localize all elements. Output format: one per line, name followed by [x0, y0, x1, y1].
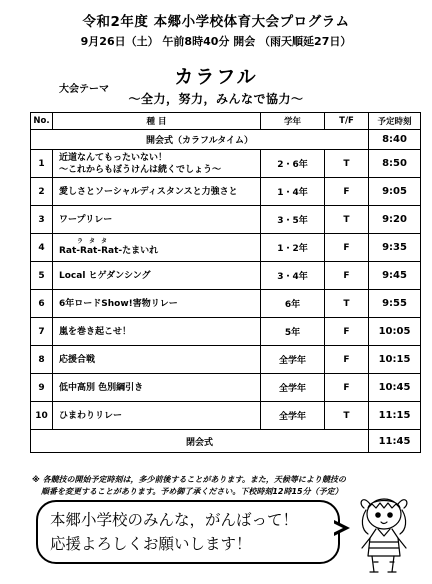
row-tf: T	[325, 206, 369, 234]
row-event	[53, 234, 261, 262]
opening-time: 8:40	[369, 130, 421, 150]
mascot-illustration	[356, 490, 412, 580]
row-no: 7	[31, 318, 53, 346]
row-grade: 全学年	[261, 402, 325, 430]
header-event: 種 目	[53, 113, 261, 130]
note-line2: 順番を変更することがあります。予め御了承ください。下校時刻12時15分（予定）	[41, 487, 343, 496]
note-line1: ※ 各競技の開始予定時刻は，多少前後することがあります。また，天候等により競技の	[32, 475, 346, 484]
table-row	[31, 318, 421, 346]
opening-label: 開会式（カラフルタイム）	[31, 130, 369, 150]
table-header-row	[31, 113, 421, 130]
row-grade: 3・4年	[261, 262, 325, 290]
row-grade: 3・5年	[261, 206, 325, 234]
row-tf: T	[325, 150, 369, 178]
row-no: 3	[31, 206, 53, 234]
row-tf: F	[325, 346, 369, 374]
row-event: 応援合戦	[53, 346, 261, 374]
speech-bubble-tail-inner	[333, 523, 343, 533]
row-no: 1	[31, 150, 53, 178]
closing-label: 閉会式	[31, 430, 369, 453]
table-row	[31, 150, 421, 178]
program-table	[30, 112, 421, 453]
table-row	[31, 374, 421, 402]
header-grade: 学年	[261, 113, 325, 130]
row-tf: T	[325, 290, 369, 318]
header-time: 予定時刻	[369, 113, 421, 130]
row-time: 9:05	[369, 178, 421, 206]
table-row	[31, 262, 421, 290]
row-event	[53, 150, 261, 178]
event-line1: Rat-Rat-Rat-たまいれ	[59, 246, 159, 256]
row-time: 10:15	[369, 346, 421, 374]
row-event: 6年ロードShow!害物リレー	[53, 290, 261, 318]
speech-bubble-text	[50, 508, 330, 556]
row-grade: 1・4年	[261, 178, 325, 206]
row-time: 9:45	[369, 262, 421, 290]
row-time: 11:15	[369, 402, 421, 430]
closing-time: 11:45	[369, 430, 421, 453]
event-line2: 〜これからもぼうけんは続くでしょう〜	[59, 164, 222, 175]
theme-subtitle: 〜全力，努力，みんなで協力〜	[128, 92, 304, 106]
table-row	[31, 234, 421, 262]
row-event: ワープリレー	[53, 206, 261, 234]
row-tf: T	[325, 402, 369, 430]
program-title: 令和2年度 本郷小学校体育大会プログラム	[82, 14, 350, 30]
row-grade: 5年	[261, 318, 325, 346]
theme-label: 大会テーマ	[59, 84, 109, 95]
bubble-line1: 本郷小学校のみんな，がんばって！	[50, 511, 299, 529]
table-row	[31, 206, 421, 234]
row-grade: 2・6年	[261, 150, 325, 178]
row-time: 9:35	[369, 234, 421, 262]
row-grade: 全学年	[261, 346, 325, 374]
row-time: 10:05	[369, 318, 421, 346]
row-no: 5	[31, 262, 53, 290]
event-line1: 近道なんてもったいない！	[59, 152, 168, 163]
row-time: 10:45	[369, 374, 421, 402]
row-no: 2	[31, 178, 53, 206]
header-no: No.	[31, 113, 53, 130]
row-event: 嵐を巻き起こせ！	[53, 318, 261, 346]
row-time: 9:55	[369, 290, 421, 318]
row-time: 8:50	[369, 150, 421, 178]
row-no: 4	[31, 234, 53, 262]
row-tf: F	[325, 318, 369, 346]
theme-title: カラフル	[174, 66, 258, 88]
bubble-line2: 応援よろしくお願いします！	[50, 535, 252, 553]
event-date: 9月26日（土） 午前8時40分 開会 （雨天順延27日）	[80, 35, 352, 48]
table-row	[31, 402, 421, 430]
event-ruby: ラタタ	[77, 238, 113, 245]
row-event: 愛しさとソーシャルディスタンスと力強さと	[53, 178, 261, 206]
header-tf: T/F	[325, 113, 369, 130]
row-no: 10	[31, 402, 53, 430]
row-tf: F	[325, 234, 369, 262]
row-grade: 6年	[261, 290, 325, 318]
row-grade: 1・2年	[261, 234, 325, 262]
opening-row	[31, 130, 421, 150]
table-row	[31, 178, 421, 206]
row-grade: 全学年	[261, 374, 325, 402]
row-no: 8	[31, 346, 53, 374]
row-tf: F	[325, 178, 369, 206]
row-no: 9	[31, 374, 53, 402]
row-event: 低中高別 色別綱引き	[53, 374, 261, 402]
row-time: 9:20	[369, 206, 421, 234]
row-tf: F	[325, 262, 369, 290]
row-tf: F	[325, 374, 369, 402]
table-row	[31, 346, 421, 374]
row-event: ひまわりリレー	[53, 402, 261, 430]
row-no: 6	[31, 290, 53, 318]
table-row	[31, 290, 421, 318]
closing-row	[31, 430, 421, 453]
row-event: Local ヒゲダンシング	[53, 262, 261, 290]
